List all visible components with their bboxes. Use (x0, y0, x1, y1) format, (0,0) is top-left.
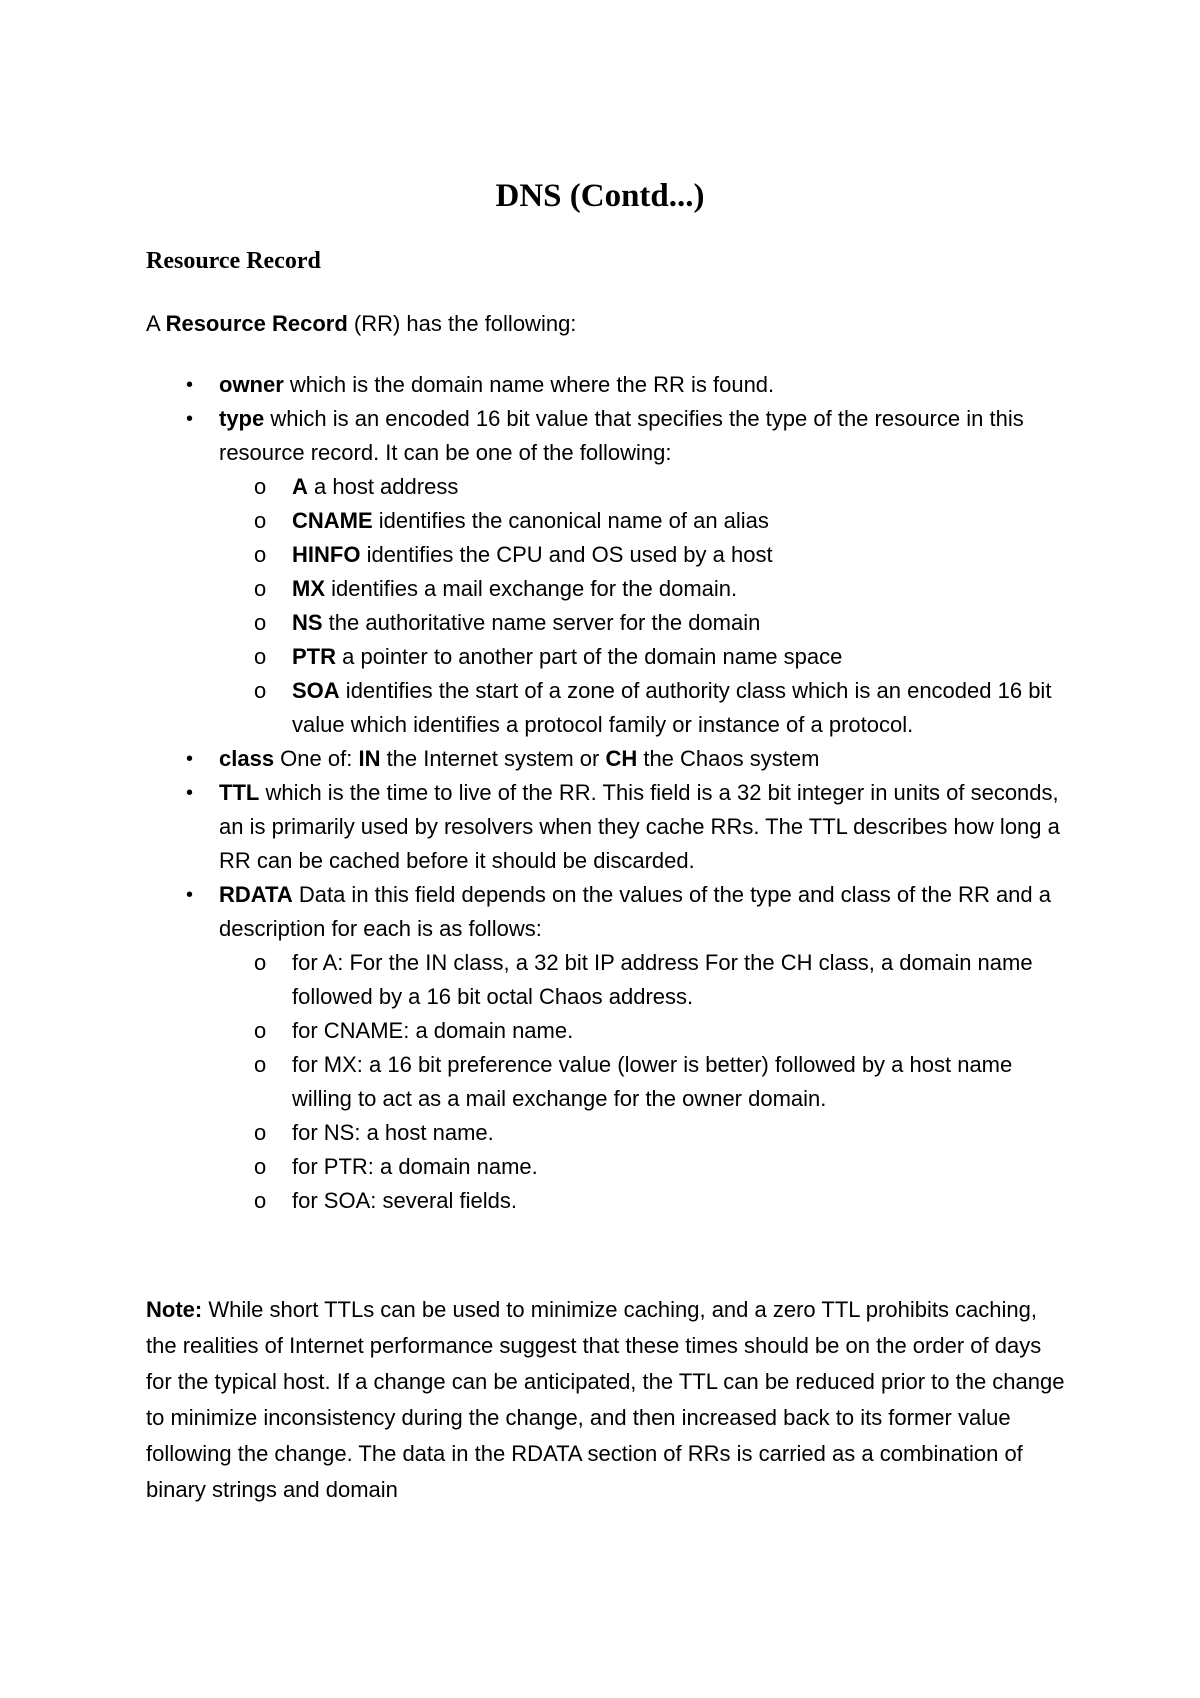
circle-bullet-icon: o (254, 576, 267, 601)
sub-term: CNAME (292, 508, 373, 533)
intro-term: Resource Record (165, 311, 348, 336)
term-ttl: TTL (219, 780, 260, 805)
circle-bullet-icon: o (254, 508, 267, 533)
sub-desc: for CNAME: a domain name. (292, 1018, 574, 1043)
term-class: class (219, 746, 275, 771)
sub-term: MX (292, 576, 325, 601)
desc-ttl: which is the time to live of the RR. This field is a 32 bit integer in units of seconds, an is primarily used by resolvers when they cache RRs. The TTL describes how long a RR can be cached before it should be discarded. (219, 780, 1060, 873)
sub-desc: identifies the canonical name of an alias (372, 508, 769, 533)
sublist-item-ptr (219, 640, 1076, 674)
bullet-icon: • (186, 408, 194, 430)
resource-record-fields-list (146, 368, 1076, 1218)
sub-desc: for NS: a host name. (292, 1120, 494, 1145)
desc-class-c: the Chaos system (637, 746, 820, 771)
sub-desc: for PTR: a domain name. (292, 1154, 538, 1179)
note-label: Note: (146, 1297, 203, 1322)
note-paragraph (146, 1292, 1066, 1508)
term-type: type (219, 406, 265, 431)
circle-bullet-icon: o (254, 542, 267, 567)
bullet-icon: • (186, 884, 194, 906)
circle-bullet-icon: o (254, 644, 267, 669)
sub-desc: a pointer to another part of the domain name space (336, 644, 843, 669)
circle-bullet-icon: o (254, 1120, 267, 1145)
desc-type: which is an encoded 16 bit value that specifies the type of the resource in this resource record. It can be one of the following: (219, 406, 1024, 465)
sub-term: PTR (292, 644, 336, 669)
sublist-item-rdata-ptr (219, 1150, 1076, 1184)
intro-suffix: (RR) has the following: (347, 311, 577, 336)
sublist-item-rdata-ns (219, 1116, 1076, 1150)
bullet-icon: • (186, 748, 194, 770)
intro-prefix: A (146, 311, 166, 336)
sub-term: A (292, 474, 308, 499)
sublist-item-rdata-mx (219, 1048, 1076, 1116)
section-heading: Resource Record (146, 248, 321, 274)
sublist-item-mx (219, 572, 1076, 606)
desc-rdata: Data in this field depends on the values of the type and class of the RR and a description for each is as follows: (219, 882, 1051, 941)
sublist-item-rdata-a (219, 946, 1076, 1014)
sublist-item-rdata-soa (219, 1184, 1076, 1218)
intro-paragraph (146, 307, 576, 341)
sublist-item-soa (219, 674, 1076, 742)
circle-bullet-icon: o (254, 1018, 267, 1043)
list-item-rdata (146, 878, 1076, 1218)
desc-owner: which is the domain name where the RR is found. (283, 372, 775, 397)
circle-bullet-icon: o (254, 950, 267, 975)
sub-desc: the authoritative name server for the domain (322, 610, 761, 635)
sub-desc: identifies a mail exchange for the domain. (325, 576, 738, 601)
rdata-values-list (219, 946, 1076, 1218)
term-rdata: RDATA (219, 882, 293, 907)
sub-desc: identifies the start of a zone of authority class which is an encoded 16 bit value which identifies a protocol family or instance of a protocol. (292, 678, 1052, 737)
note-text: While short TTLs can be used to minimize caching, and a zero TTL prohibits caching, the realities of Internet performance suggest that these times should be on the order of days for the typical host. If a change can be anticipated, the TTL can be reduced prior to the change to minimize inconsistency during the change, and then increased back to its former value following the change. The data in the RDATA section of RRs is carried as a combination of binary strings and domain (146, 1297, 1065, 1502)
bullet-icon: • (186, 782, 194, 804)
circle-bullet-icon: o (254, 610, 267, 635)
sublist-item-a (219, 470, 1076, 504)
sublist-item-ns (219, 606, 1076, 640)
term-ch: CH (605, 746, 638, 771)
sub-desc: identifies the CPU and OS used by a host (360, 542, 773, 567)
list-item-class (146, 742, 1076, 776)
sub-term: HINFO (292, 542, 361, 567)
circle-bullet-icon: o (254, 678, 267, 703)
sub-desc: for MX: a 16 bit preference value (lower is better) followed by a host name willing to act as a mail exchange for the owner domain. (292, 1052, 1013, 1111)
circle-bullet-icon: o (254, 474, 267, 499)
circle-bullet-icon: o (254, 1154, 267, 1179)
sublist-item-hinfo (219, 538, 1076, 572)
sub-desc: a host address (307, 474, 459, 499)
list-item-owner (146, 368, 1076, 402)
term-owner: owner (219, 372, 284, 397)
desc-class-b: the Internet system or (380, 746, 606, 771)
bullet-icon: • (186, 374, 194, 396)
list-item-type (146, 402, 1076, 742)
circle-bullet-icon: o (254, 1188, 267, 1213)
sublist-item-rdata-cname (219, 1014, 1076, 1048)
page-title: DNS (Contd...) (495, 178, 705, 214)
sub-term: NS (292, 610, 323, 635)
circle-bullet-icon: o (254, 1052, 267, 1077)
sub-desc: for A: For the IN class, a 32 bit IP address For the CH class, a domain name followed by a 16 bit octal Chaos address. (292, 950, 1033, 1009)
sub-desc: for SOA: several fields. (292, 1188, 517, 1213)
list-item-ttl (146, 776, 1076, 878)
term-in: IN (358, 746, 381, 771)
type-values-list (219, 470, 1076, 742)
sublist-item-cname (219, 504, 1076, 538)
desc-class-a: One of: (274, 746, 359, 771)
sub-term: SOA (292, 678, 340, 703)
